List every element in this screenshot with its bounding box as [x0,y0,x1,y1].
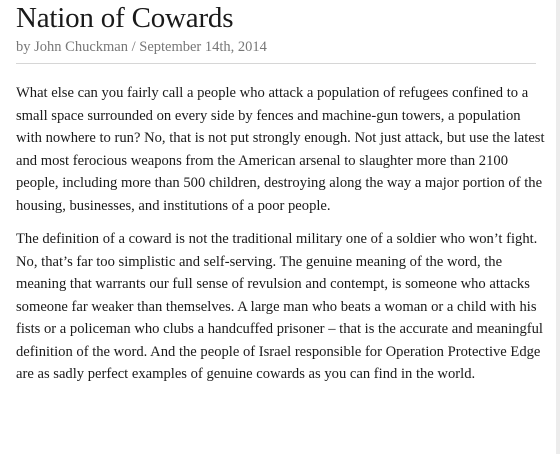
byline [16,38,544,56]
paragraph-1: What else can you fairly call a people who attack a population of refugees confined to a small space surrounded on every side by fences and machine-gun towers, a population with nowhere to run? No, that is not put strongly enough. Not just attack, but use the latest and most ferocious weapons from the American arsenal to slaughter more than 2100 people, including more than 500 children, destroying along the way a major portion of the housing, businesses, and institutions of a poor people. [16,85,545,214]
title-divider [16,63,536,64]
scrollbar[interactable] [556,0,560,454]
publish-date: September 14th, 2014 [139,39,267,55]
byline-separator: / [131,39,136,55]
paragraph-2: The definition of a coward is not the traditional military one of a soldier who won’t fight. No, that’s far too simplistic and self-serving. The genuine meaning of the word, the meaning that warrants our full sense of revulsion and contempt, is someone who attacks someone far weaker than themselves. A large man who beats a woman or a child with his fists or a policeman who clubs a handcuffed prisoner – that is the accurate and meaningful definition of the word. And the people of Israel responsible for Operation Protective Edge are as sadly perfect examples of genuine cowards as you can find in the world. [16,231,543,382]
author-link[interactable]: John Chuckman [34,39,128,55]
byline-prefix: by [16,39,31,55]
article-title: Nation of Cowards [16,2,234,34]
article [16,0,544,397]
article-body [16,82,544,386]
